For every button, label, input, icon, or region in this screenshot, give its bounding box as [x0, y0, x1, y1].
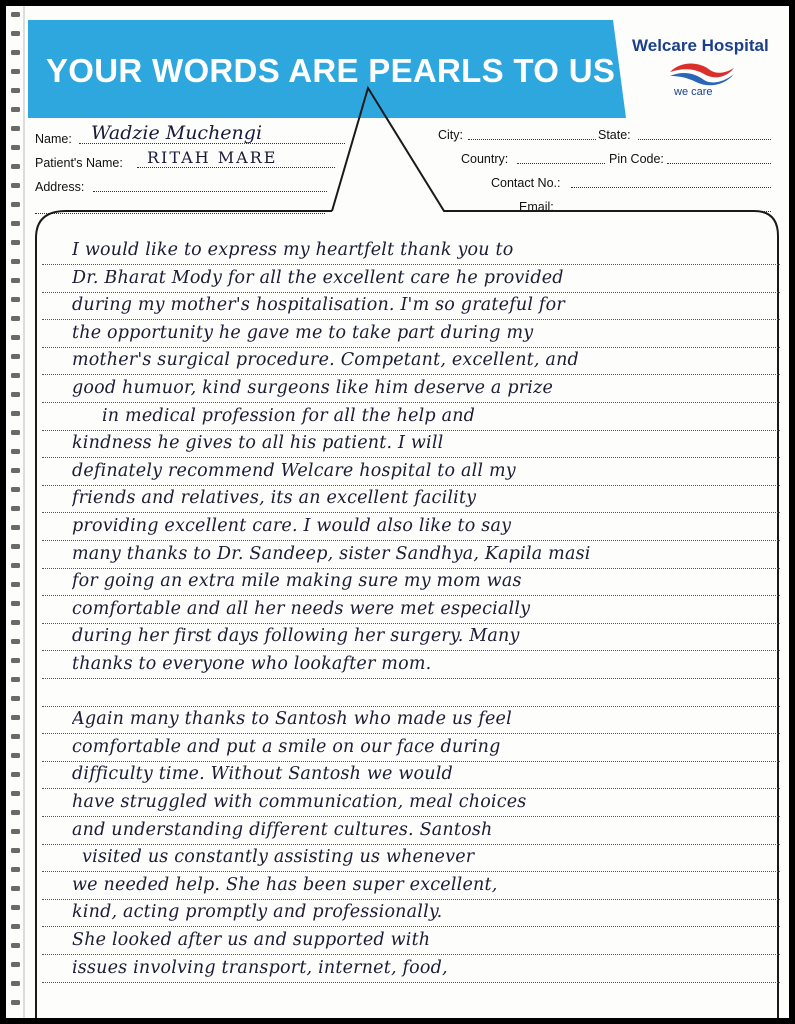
letter-line: Dr. Bharat Mody for all the excellent care he provided [72, 267, 564, 288]
country-label: Country: [461, 152, 509, 166]
letter-line: I would like to express my heartfelt thank you to [72, 240, 514, 260]
letter-line: She looked after us and supported with [72, 930, 431, 950]
letter-line: for going an extra mile making sure my mom was [72, 571, 522, 592]
letter-line: comfortable and all her needs were met especially [72, 598, 531, 619]
letter-line: visited us constantly assisting us whenever [82, 847, 475, 868]
letter-line: kindness he gives to all his patient. I will [72, 433, 444, 454]
feedback-form-page [6, 6, 789, 1018]
letter-line: have struggled with communication, meal choices [72, 792, 527, 812]
email-label: Email: [519, 200, 554, 214]
letter-line: comfortable and put a smile on our face during [72, 736, 501, 757]
letter-line: good humuor, kind surgeons like him deserve a prize [72, 378, 554, 398]
letter-line [72, 682, 778, 713]
letter-line: definately recommend Welcare hospital to all my [72, 460, 516, 481]
letter-line: mother's surgical procedure. Competant, excellent, and [72, 350, 579, 371]
letter-line: issues involving transport, internet, food, [72, 957, 448, 978]
hospital-logo-name: Welcare Hospital [632, 36, 769, 55]
letter-line: many thanks to Dr. Sandeep, sister Sandhya, Kapila masi [72, 543, 591, 564]
letter-line: in medical profession for all the help and [102, 405, 476, 426]
letter-line: difficulty time. Without Santosh we would [72, 764, 453, 785]
name-label: Name: [35, 132, 72, 146]
banner-title: YOUR WORDS ARE PEARLS TO US [46, 52, 616, 89]
letter-line: Again many thanks to Santosh who made us feel [72, 709, 512, 730]
letter-line: the opportunity he gave me to take part during my [72, 322, 534, 343]
city-label: City: [438, 128, 463, 142]
letter-line: friends and relatives, its an excellent facility [72, 488, 477, 509]
patient-name-label: Patient's Name: [35, 156, 123, 170]
letter-line: during my mother's hospitalisation. I'm so grateful for [72, 295, 565, 316]
letter-line: and understanding different cultures. Santosh [72, 819, 493, 840]
address-label: Address: [35, 180, 85, 194]
state-label: State: [598, 128, 631, 142]
pin-code-label: Pin Code: [609, 152, 664, 166]
patient-name-value: RITAH MARE [147, 148, 278, 167]
letter-line: we needed help. She has been super excellent, [72, 874, 498, 895]
contact-label: Contact No.: [491, 176, 561, 190]
letter-line: providing excellent care. I would also like to say [72, 516, 512, 536]
hospital-tagline: we care [674, 86, 713, 98]
letter-line: kind, acting promptly and professionally. [72, 902, 443, 923]
letter-line: thanks to everyone who lookafter mom. [72, 654, 432, 674]
name-value: Wadzie Muchengi [91, 122, 263, 144]
letter-line: during her first days following her surgery. Many [72, 626, 520, 647]
